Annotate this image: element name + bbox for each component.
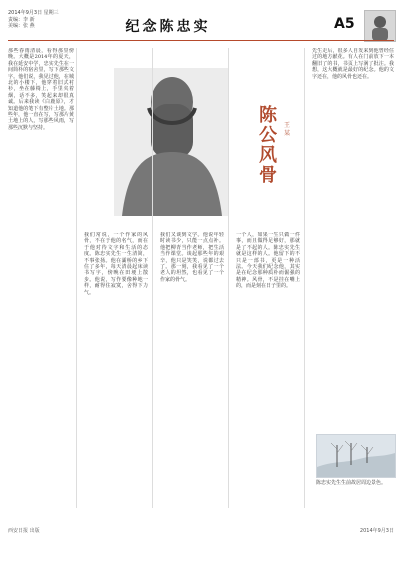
- article-column-1: 那些春雨清晨，看得那里傍晚。大概是2014年的夏天，我在延安中学，忠实先生在一间简朴的宿舍里，写下那些文字。他们说，我见过他，在城北的小楼下，他穿着旧式衬衫，坐在藤椅上，手里夹着烟，话不多，笑起来却很真诚。后来我读《白鹿原》，才知道他的笔下有整片土地。那些年，他一直在写，写那片黄土地上的人，写那些风雨，写那些沉默与坚持。: [8, 48, 74, 131]
- header-rule: [8, 40, 394, 41]
- editor-line: 责编：李 新: [8, 16, 35, 23]
- author-photo: [114, 68, 228, 216]
- headline-vertical: 陈公风骨: [259, 105, 277, 186]
- page-footer: [8, 528, 394, 540]
- photo-caption: 陈忠实先生生前故居周边景色。: [316, 480, 387, 486]
- column-rule-3: [228, 48, 229, 508]
- page-title: 纪念陈忠实: [125, 19, 211, 35]
- footer-left: 西安日报 出版: [8, 528, 40, 534]
- author-byline: 王某: [283, 122, 290, 137]
- article-column-4: 一个人，如果一生只做一件事，而且做得足够好，那就是了不起的人。陈忠实先生就是这样的人。他留下的不只是一部书，更是一种活法。今天我们纪念他，其实是在纪念那种质朴而倔强的精神。风骨，不是挂在嘴上的，而是刻在日子里的。: [236, 232, 300, 290]
- portrait-thumb-graphic: [365, 11, 395, 41]
- column-rule-4: [304, 48, 305, 508]
- landscape-photo: [316, 434, 396, 478]
- date-line: 2014年9月3日 星期三: [8, 10, 59, 16]
- author-photo-graphic: [114, 68, 228, 216]
- landscape-photo-graphic: [317, 435, 395, 477]
- column-rule-2: [152, 48, 153, 508]
- footer-right: 2014年9月3日: [359, 528, 394, 534]
- page-number: A5: [334, 16, 355, 32]
- article-column-3: 我们又谈到文学。他说年轻时读书少，只能一点点补。他把柳青当作老师，把生活当作课堂。谈起那些年的艰辛，他只是笑笑，说都过去了。那一刻，我看见了一个老人的坦然，也看见了一个作家的骨气。: [160, 232, 224, 283]
- column-rule-1: [76, 48, 77, 508]
- page-header: [8, 8, 394, 38]
- article-column-2: 我们常说，一个作家的风骨，不在于他的名气，而在于他对待文字和生活的态度。陈忠实先生一生清简，不事张扬。他在灞桥的乡下住了多年，每天清晨起床读书写字，傍晚在田埂上散步。他说，写作要像种地一样，耐得住寂寞，舍得下力气。: [84, 232, 148, 296]
- author-portrait-thumb: [364, 10, 396, 42]
- article-column-5: 先生走后，很多人自发来到他曾经住过的地方献花。有人在门前放下一本翻旧了的书，书页上写满了批注。我想，这大概就是最好的纪念。他的文字还在，他的风骨也还在。: [312, 48, 394, 80]
- design-line: 美编：张 燕: [8, 23, 35, 29]
